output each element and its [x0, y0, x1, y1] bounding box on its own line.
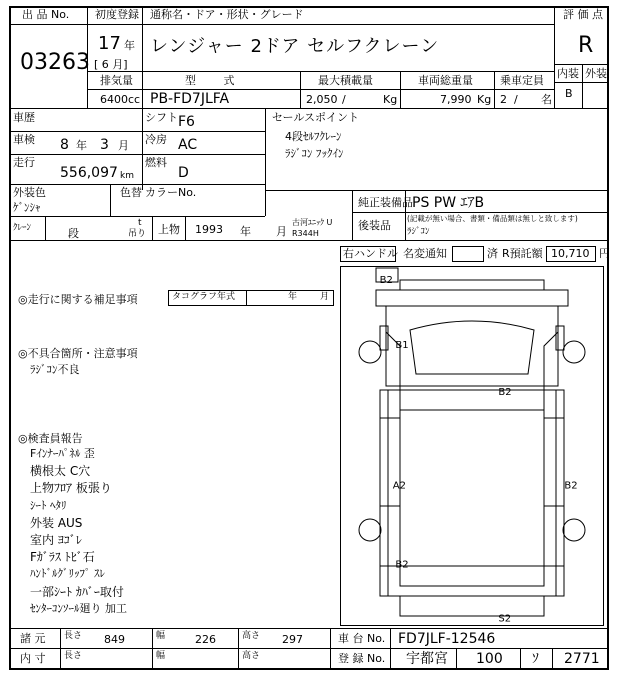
inspector-line: Fｲﾝﾅｰﾊﾟﾈﾙ 歪	[30, 447, 95, 460]
divider	[9, 131, 265, 132]
upper-year: 1993	[195, 223, 223, 236]
upper-label: 上物	[158, 223, 180, 236]
divider	[552, 648, 553, 670]
color-label: 外装色	[13, 186, 46, 199]
capacity-separator: /	[514, 93, 518, 106]
recycle-unit: 円	[599, 247, 610, 260]
vehicle-name: レンジャー 2ドア セルフクレーン	[150, 36, 440, 57]
displacement-value: 6400	[100, 93, 128, 106]
divider	[87, 89, 554, 90]
divider	[152, 628, 153, 670]
first-reg-year-unit: 年	[124, 39, 135, 52]
wheel-front-right	[563, 341, 585, 363]
divider	[494, 71, 495, 108]
inspector-title: ◎検査員報告	[18, 432, 83, 445]
lot-label: 出 品 No.	[22, 8, 70, 21]
mileage-value: 556,097	[60, 165, 118, 181]
width-value: 226	[195, 633, 216, 646]
inspection-month-unit: 月	[118, 139, 129, 152]
model-code: PB-FD7JLFA	[150, 91, 230, 107]
cab-roof	[400, 280, 544, 290]
deposit-unit: 済	[487, 247, 498, 260]
interior-grade-value: B	[565, 87, 573, 100]
lot-number: 03263	[20, 50, 90, 75]
aftermarket-value: ﾗｼﾞｺﾝ	[407, 227, 430, 237]
name-change-box	[452, 246, 484, 262]
tailgate	[400, 596, 544, 616]
divider	[152, 216, 153, 240]
score-value: R	[578, 33, 594, 58]
defects-title: ◎不具合箇所・注意事項	[18, 347, 138, 360]
crane-maker-line2: R344H	[292, 229, 319, 238]
sales-point-line: 4段ｾﾙﾌｸﾚｰﾝ	[285, 130, 342, 143]
crane-maker-line1: 古河ﾕﾆｯｸ U	[292, 218, 333, 227]
divider	[87, 71, 554, 72]
fuel-value: D	[178, 165, 189, 181]
displacement-label: 排気量	[100, 74, 133, 87]
vehicle-diagram	[340, 266, 604, 626]
gvw-label: 車両総重量	[418, 74, 473, 87]
inner-width-label: 幅	[156, 651, 166, 661]
divider	[582, 64, 583, 108]
inspector-line: ｾﾝﾀｰｺﾝｿｰﾙ廻り 加工	[30, 601, 127, 615]
inspection-year: 8	[60, 137, 69, 153]
windshield	[410, 321, 534, 374]
crane-ton-unit: t	[138, 218, 142, 228]
score-label: 評 価 点	[563, 8, 603, 21]
equipment-label: 純正装備品	[358, 196, 413, 209]
max-load-separator: /	[342, 93, 346, 106]
history-label: 車歴	[13, 111, 35, 124]
ac-label: 冷房	[145, 133, 167, 146]
mileage-label: 走行	[13, 156, 35, 169]
divider	[45, 216, 46, 240]
inspection-year-unit: 年	[76, 139, 87, 152]
first-reg-year: 17	[98, 33, 121, 54]
inspector-line: ﾊﾝﾄﾞﾙｸﾞﾘｯﾌﾟ ｽﾚ	[30, 567, 105, 581]
color-no-label: カラーNo.	[145, 186, 197, 199]
max-load-value: 2,050	[306, 93, 338, 106]
vehicle-name-label: 通称名・ドア・形状・グレード	[150, 8, 304, 21]
width-label: 幅	[156, 631, 166, 641]
registration-area: 宇都宮	[406, 651, 448, 667]
divider	[9, 648, 609, 649]
sales-points-label: セールスポイント	[272, 111, 360, 124]
divider	[142, 6, 143, 71]
chassis-number: FD7JLF-12546	[398, 631, 496, 647]
wheel-rear-left	[359, 519, 381, 541]
shift-label: シフト	[145, 111, 178, 124]
damage-mark: B2	[395, 559, 409, 571]
inspector-line: 一部ｼｰﾄ ｶﾊﾞｰ取付	[30, 584, 124, 599]
bed-inner	[400, 390, 544, 586]
crane-hook-unit: 吊り	[128, 229, 147, 239]
color-value: ｹﾞﾝｼｬ	[13, 201, 41, 214]
sales-point-line: ﾗｼﾞｺﾝ ﾌｯｸｲﾝ	[285, 147, 344, 160]
capacity-label: 乗車定員	[500, 74, 544, 87]
inspector-line: Fｶﾞﾗｽ ﾄﾋﾞ石	[30, 550, 95, 565]
divider	[554, 82, 609, 83]
tacho-label: タコグラフ年式	[172, 292, 236, 302]
divider	[60, 628, 61, 670]
gvw-unit: Kg	[477, 93, 492, 106]
divider	[9, 24, 87, 25]
inspection-month: 3	[100, 137, 109, 153]
divider	[238, 628, 239, 670]
divider	[265, 108, 266, 190]
registration-label: 登 録 No.	[338, 652, 386, 665]
mirror-right	[556, 326, 564, 350]
damage-mark: S2	[498, 613, 512, 625]
first-reg-label: 初度登録	[95, 8, 139, 21]
crane-stage-unit: 段	[68, 227, 79, 240]
max-load-unit: Kg	[383, 93, 398, 106]
chassis-label: 車 台 No.	[338, 632, 386, 645]
tacho-month-unit: 月	[320, 292, 330, 302]
divider	[142, 108, 143, 190]
right-handle-label: 右ハンドル	[343, 247, 398, 260]
aftermarket-label: 後装品	[358, 219, 391, 232]
damage-mark: B1	[395, 340, 409, 351]
driving-notes-title: ◎走行に関する補足事項	[18, 293, 138, 306]
registration-number: 2771	[564, 651, 600, 667]
damage-mark: B2	[379, 275, 393, 287]
wheel-rear-right	[563, 519, 585, 541]
divider	[9, 184, 265, 185]
displacement-unit: cc	[128, 93, 141, 106]
equipment-value: PS PW ｴｱB	[412, 195, 485, 211]
damage-mark: B2	[564, 480, 578, 492]
damage-mark: A2	[392, 480, 407, 492]
divider	[390, 628, 391, 670]
divider	[456, 648, 457, 670]
upper-month-unit: 月	[276, 225, 287, 238]
inner-height-label: 高さ	[242, 651, 261, 661]
divider	[352, 212, 609, 213]
exterior-grade-label: 外装	[585, 67, 607, 80]
dim-label: 諸 元	[20, 632, 46, 645]
recycle-value: 10,710	[551, 247, 590, 260]
ac-value: AC	[178, 137, 198, 153]
wheel-front-left	[359, 341, 381, 363]
interior-grade-label: 内装	[557, 67, 579, 80]
mileage-unit: km	[120, 171, 134, 181]
divider	[110, 184, 111, 216]
inspection-label: 車検	[13, 133, 35, 146]
max-load-label: 最大積載量	[318, 74, 373, 87]
divider	[142, 71, 143, 108]
defect-line: ﾗｼﾞｺﾝ不良	[30, 363, 80, 376]
divider	[330, 628, 331, 670]
mirror-left	[380, 326, 388, 350]
cab-outline	[376, 290, 568, 306]
divider	[9, 154, 265, 155]
divider	[352, 190, 353, 240]
upper-year-unit: 年	[240, 225, 251, 238]
model-label: 型 式	[185, 74, 247, 87]
divider	[87, 24, 554, 25]
crane-label: ｸﾚｰﾝ	[13, 223, 32, 233]
tacho-year-unit: 年	[288, 292, 298, 302]
divider	[246, 290, 247, 306]
interior-dim-label: 内 寸	[20, 652, 46, 665]
divider	[400, 71, 401, 108]
first-reg-month: [ 6 月]	[94, 58, 128, 71]
divider	[185, 216, 186, 240]
shift-value: F6	[178, 114, 195, 130]
divider	[9, 216, 265, 217]
divider	[9, 108, 609, 109]
capacity-value: 2	[500, 93, 507, 106]
registration-class: 100	[476, 651, 503, 667]
length-label: 長さ	[64, 631, 83, 641]
inspector-line: 室内 ﾖｺﾞﾚ	[30, 533, 82, 547]
color-change-label: 色替	[120, 186, 142, 199]
height-value: 297	[282, 633, 303, 646]
gvw-value: 7,990	[440, 93, 472, 106]
divider	[9, 628, 609, 629]
divider	[265, 190, 609, 191]
inspector-line: 上物ﾌﾛｱ 板張り	[30, 481, 112, 496]
divider	[520, 648, 521, 670]
height-label: 高さ	[242, 631, 261, 641]
inspector-line: 外装 AUS	[30, 515, 83, 530]
divider	[300, 71, 301, 108]
damage-mark: B2	[498, 386, 512, 398]
name-change-label: 名変通知	[403, 247, 447, 260]
divider	[9, 240, 609, 241]
inspector-line: 横根太 C穴	[30, 464, 91, 479]
aftermarket-note: (記載が無い場合、書類・備品類は無しと致します)	[407, 214, 578, 223]
inner-length-label: 長さ	[64, 651, 83, 661]
divider	[554, 6, 555, 108]
inspector-line: ｼｰﾄ ﾍﾀﾘ	[30, 498, 67, 512]
divider	[265, 190, 266, 216]
capacity-unit: 名	[541, 93, 552, 106]
fuel-label: 燃料	[145, 156, 167, 169]
recycle-label: R預託額	[502, 247, 543, 260]
registration-kana: ｿ	[532, 651, 539, 667]
length-value: 849	[104, 633, 125, 646]
